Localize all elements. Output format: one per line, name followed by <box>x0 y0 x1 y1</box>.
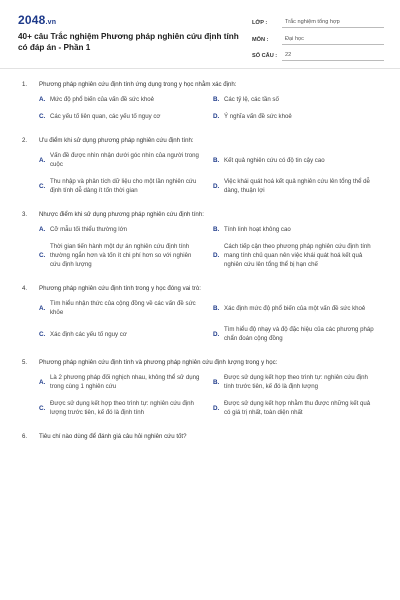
logo-suffix: .vn <box>45 19 57 26</box>
option-letter: D. <box>213 404 220 412</box>
option-b[interactable] <box>213 151 385 169</box>
option-text: Việc khái quát hoá kết quả nghiên cứu lên tổng thể dễ dàng, thuận lợi <box>224 178 370 194</box>
option-grid <box>0 373 400 417</box>
option-d[interactable] <box>213 325 385 343</box>
option-d[interactable] <box>213 242 385 269</box>
option-text: Cách tiếp cận theo phương pháp nghiên cứu định tính mang tính chủ quan nên việc khái quát hoá kết quả nghiên cứu lên tổng thể bị hạn chế <box>224 243 371 268</box>
meta-label: SỐ CÂU : <box>252 53 278 59</box>
question-text: Tiêu chí nào dùng để đánh giá câu hỏi nghiên cứu tốt? <box>39 433 187 440</box>
option-text: Vấn đề được nhìn nhận dưới góc nhìn của người trong cuộc <box>50 152 199 168</box>
option-letter: A. <box>39 378 46 386</box>
option-letter: B. <box>213 226 220 233</box>
option-d[interactable] <box>213 399 385 417</box>
option-text: Xác định các yếu tố nguy cơ <box>50 330 127 338</box>
question-text: Ưu điểm khi sử dụng phương pháp nghiên cứu định tính: <box>39 137 194 144</box>
meta-row-count <box>252 46 384 61</box>
option-text: Được sử dụng kết hợp theo trình tự: nghiên cứu định lượng trước tiên, kế đó là định tính <box>50 400 194 416</box>
site-logo[interactable] <box>18 13 56 27</box>
option-text: Cỡ mẫu tối thiểu thường lớn <box>50 226 128 233</box>
option-grid <box>0 151 400 195</box>
question-item <box>0 358 400 417</box>
logo-text: 2048 <box>18 13 46 27</box>
question-number: 3. <box>22 211 28 218</box>
option-c[interactable] <box>39 112 211 121</box>
meta-row-subject <box>252 30 384 45</box>
option-letter: B. <box>213 156 220 164</box>
option-letter: C. <box>39 330 46 338</box>
option-text: Được sử dụng kết hợp nhằm thu được những kết quả có giá trị nhất, toàn diện nhất <box>224 400 371 416</box>
option-text: Mức độ phổ biến của vấn đề sức khoẻ <box>50 96 155 103</box>
header-divider <box>0 68 400 69</box>
option-letter: A. <box>39 96 46 103</box>
option-letter: A. <box>39 226 46 233</box>
option-c[interactable] <box>39 242 211 269</box>
question-number: 6. <box>22 433 28 440</box>
option-text: Ý nghĩa vấn đề sức khoẻ <box>224 113 292 120</box>
option-c[interactable] <box>39 325 211 343</box>
option-a[interactable] <box>39 373 211 391</box>
option-letter: D. <box>213 330 220 338</box>
question-item <box>0 210 400 269</box>
question-number: 2. <box>22 137 28 144</box>
question-stem <box>0 432 400 441</box>
option-letter: A. <box>39 156 46 164</box>
meta-value: 22 <box>282 52 384 61</box>
question-stem <box>0 136 400 145</box>
option-letter: A. <box>39 304 46 312</box>
question-number: 4. <box>22 285 28 292</box>
question-list <box>0 80 400 456</box>
question-item <box>0 80 400 121</box>
option-a[interactable] <box>39 95 211 104</box>
question-text: Phương pháp nghiên cứu định tính trong y học đóng vai trò: <box>39 285 201 292</box>
question-text: Nhược điểm khi sử dụng phương pháp nghiên cứu định tính: <box>39 211 204 218</box>
option-text: Là 2 phương pháp đối nghịch nhau, không thể sử dụng trong cùng 1 nghiên cứu <box>50 374 200 390</box>
question-item <box>0 284 400 343</box>
question-item <box>0 136 400 195</box>
option-text: Kết quả nghiên cứu có độ tin cậy cao <box>224 156 325 164</box>
option-letter: C. <box>39 252 46 259</box>
option-text: Thời gian tiến hành một dự án nghiên cứu định tính thường ngắn hơn và tốn ít chi phí hơn so với nghiên cứu định lượng <box>50 243 192 268</box>
document-meta <box>252 13 384 63</box>
option-text: Tìm hiểu nhận thức của cộng đồng về các vấn đề sức khỏe <box>50 300 196 316</box>
option-b[interactable] <box>213 373 385 391</box>
question-text: Phương pháp nghiên cứu định tính và phương pháp nghiên cứu định lượng trong y học: <box>39 359 278 366</box>
option-letter: C. <box>39 404 46 412</box>
meta-row-class <box>252 13 384 28</box>
document-header <box>0 0 400 64</box>
meta-value: Trắc nghiệm tổng hợp <box>282 19 384 28</box>
question-stem <box>0 210 400 219</box>
option-letter: B. <box>213 304 220 312</box>
question-text: Phương pháp nghiên cứu định tính ứng dụng trong y học nhằm xác định: <box>39 81 237 88</box>
question-number: 5. <box>22 359 28 366</box>
option-grid <box>0 299 400 343</box>
option-a[interactable] <box>39 299 211 317</box>
question-stem <box>0 358 400 367</box>
option-letter: C. <box>39 113 46 120</box>
option-c[interactable] <box>39 177 211 195</box>
question-number: 1. <box>22 81 28 88</box>
option-text: Tìm hiểu độ nhạy và độ đặc hiệu của các phương pháp chẩn đoán cộng đồng <box>224 326 374 342</box>
option-a[interactable] <box>39 151 211 169</box>
option-c[interactable] <box>39 399 211 417</box>
option-letter: D. <box>213 113 220 120</box>
option-text: Các yếu tố liên quan, các yếu tố nguy cơ <box>50 113 161 120</box>
option-b[interactable] <box>213 225 385 234</box>
option-a[interactable] <box>39 225 211 234</box>
option-grid <box>0 95 400 121</box>
option-text: Thu nhập và phân tích dữ liệu cho một lần nghiên cứu định tính dễ dàng ít tốn thời gian <box>50 178 197 194</box>
question-stem <box>0 80 400 89</box>
option-b[interactable] <box>213 95 385 104</box>
option-d[interactable] <box>213 112 385 121</box>
option-letter: D. <box>213 182 220 190</box>
question-stem <box>0 284 400 293</box>
page-title: 40+ câu Trắc nghiệm Phương pháp nghiên cứu định tính có đáp án - Phần 1 <box>18 32 239 52</box>
option-letter: D. <box>213 252 220 259</box>
option-d[interactable] <box>213 177 385 195</box>
meta-label: MÔN : <box>252 36 269 43</box>
meta-label: LỚP : <box>252 20 268 26</box>
option-letter: B. <box>213 378 220 386</box>
option-text: Các tỷ lệ, các tần số <box>224 96 279 103</box>
option-letter: B. <box>213 96 220 103</box>
question-item <box>0 432 400 441</box>
option-text: Được sử dụng kết hợp theo trình tự: nghiên cứu định tính trước tiên, kế đó là định lượng <box>224 374 368 390</box>
option-text: Tính linh hoạt không cao <box>224 226 291 233</box>
meta-value: Đại học <box>282 36 384 45</box>
option-grid <box>0 225 400 269</box>
option-b[interactable] <box>213 299 385 317</box>
option-text: Xác định mức độ phổ biến của một vấn đề sức khoẻ <box>224 304 366 312</box>
option-letter: C. <box>39 182 46 190</box>
